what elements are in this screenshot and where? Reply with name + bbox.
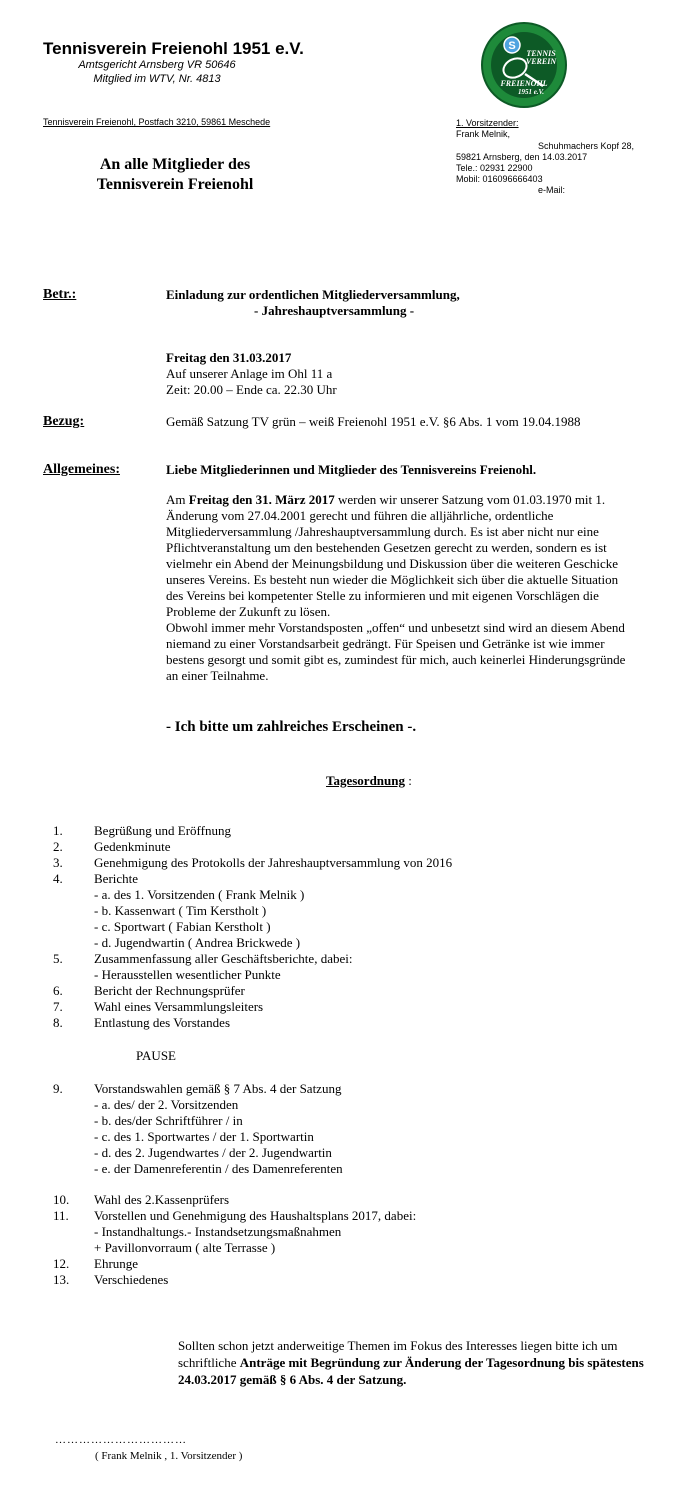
agenda-item-text: - b. des/der Schriftführer / in — [94, 1113, 243, 1128]
agenda-item-text: Bericht der Rechnungsprüfer — [94, 983, 245, 998]
agenda-item-number: 11. — [53, 1208, 69, 1223]
agenda-item-text: Begrüßung und Eröffnung — [94, 823, 231, 838]
agenda-item-text: - d. des 2. Jugendwartes / der 2. Jugendwartin — [94, 1145, 332, 1160]
sender-street: Schuhmachers Kopf 28, — [538, 141, 635, 151]
agenda-item-number: 6. — [53, 983, 63, 998]
sender-city-date: 59821 Arnsberg, den 14.03.2017 — [456, 152, 588, 162]
agenda-item-number: 4. — [53, 871, 63, 886]
agenda-item-text: - Instandhaltungs.- Instandsetzungsmaßnahmen — [94, 1224, 342, 1239]
agenda-item-text: Ehrunge — [94, 1256, 139, 1271]
agenda-item-text: - a. des/ der 2. Vorsitzenden — [94, 1097, 239, 1112]
subject-line1: Einladung zur ordentlichen Mitgliederversammlung, — [166, 287, 460, 302]
sender-email: e-Mail: — [538, 185, 566, 195]
p1-pre: Am — [166, 492, 189, 507]
agenda-item-number: 9. — [53, 1081, 63, 1096]
agenda-item-text: Vorstandswahlen gemäß § 7 Abs. 4 der Satzung — [94, 1081, 342, 1096]
agenda-item-text: Genehmigung des Protokolls der Jahreshauptversammlung von 2016 — [94, 855, 453, 870]
agenda-item-text: - a. des 1. Vorsitzenden ( Frank Melnik ) — [94, 887, 305, 902]
club-name: Tennisverein Freienohl 1951 e.V. — [43, 39, 304, 58]
agenda-title-suffix: : — [405, 773, 412, 788]
agenda-item-number: 13. — [53, 1272, 70, 1287]
agenda-item-text: - c. Sportwart ( Fabian Kerstholt ) — [94, 919, 271, 934]
agenda-item-number: 7. — [53, 999, 63, 1014]
greeting: Liebe Mitgliederinnen und Mitglieder des Tennisvereins Freienohl. — [166, 462, 537, 477]
addressee-line1: An alle Mitglieder des — [99, 156, 251, 173]
federation-membership: Mitglied im WTV, Nr. 4813 — [93, 73, 221, 85]
agenda-item-text: Verschiedenes — [94, 1272, 169, 1287]
closing-note — [178, 1337, 648, 1388]
court-register: Amtsgericht Arnsberg VR 50646 — [78, 59, 236, 71]
return-address: Tennisverein Freienohl, Postfach 3210, 59861 Meschede — [43, 117, 271, 127]
sender-role: 1. Vorsitzender: — [456, 118, 519, 128]
agenda-item-text: Wahl eines Versammlungsleiters — [94, 999, 264, 1014]
sender-phone: Tele.: 02931 22900 — [456, 163, 533, 173]
reference-text: Gemäß Satzung TV grün – weiß Freienohl 1951 e.V. §6 Abs. 1 vom 19.04.1988 — [166, 414, 581, 429]
agenda-item-text: - c. des 1. Sportwartes / der 1. Sportwartin — [94, 1129, 314, 1144]
agenda-item-text: - d. Jugendwartin ( Andrea Brickwede ) — [94, 935, 301, 950]
agenda-item-text: Vorstellen und Genehmigung des Haushaltsplans 2017, dabei: — [94, 1208, 417, 1223]
agenda-item-text: Zusammenfassung aller Geschäftsberichte, dabei: — [94, 951, 353, 966]
signature-line: …………………………… — [55, 1434, 187, 1446]
closing-bold: Anträge mit Begründung zur Änderung der Tagesordnung bis spätestens 24.03.2017 gemäß § 6 Abs. 4 der Satzung. — [178, 1355, 644, 1387]
p1-bold-date: Freitag den 31. März 2017 — [188, 492, 335, 507]
agenda-item-text: - Herausstellen wesentlicher Punkte — [94, 967, 281, 982]
addressee — [60, 155, 290, 195]
logo-text-bottom1: FREIENOHL — [500, 79, 548, 88]
sender-name: Frank Melnik, — [456, 129, 511, 139]
paragraph-1 — [166, 492, 626, 620]
agenda-item-text: + Pavillonvorraum ( alte Terrasse ) — [94, 1240, 276, 1255]
p1-post: werden wir unserer Satzung vom 01.03.1970 mit 1. Änderung vom 27.04.2001 gerecht und führen die alljährliche, ordentliche Mitgliederversammlung /Jahreshauptversammlung durch. Es ist aber nicht nur eine Pflichtveranstaltung um den bestehenden Gesetzen gerecht zu werden, sondern es ist vielmehr ein Abend der Meinungsbildung und Diskussion über die weiteren Geschicke unseres Vereins. Es besteht nun wieder die Möglichkeit sich über die aktuelle Situation des Vereins bei kompetenter Stelle zu informieren und mit eigenen Vorschlägen die Probleme der Zukunft zu lösen. — [166, 492, 619, 619]
agenda-item-number: 2. — [53, 839, 63, 854]
agenda-item-text: - e. der Damenreferentin / des Damenreferenten — [94, 1161, 343, 1176]
agenda-item-number: 12. — [53, 1256, 70, 1271]
closing-pre: Sollten schon jetzt anderweitige Themen im Fokus des Interesses liegen bitte ich um schriftliche — [178, 1338, 618, 1370]
signature-name: ( Frank Melnik , 1. Vorsitzender ) — [95, 1450, 243, 1462]
agenda-item-text: Gedenkminute — [94, 839, 171, 854]
logo-text-top2: VEREIN — [525, 57, 557, 66]
agenda-item-number: 10. — [53, 1192, 70, 1207]
sender-mobile: Mobil: 016096666403 — [456, 174, 543, 184]
agenda-item-text: Wahl des 2.Kassenprüfers — [94, 1192, 230, 1207]
agenda-title-text: Tagesordnung — [326, 773, 405, 788]
agenda-item-number: 1. — [53, 823, 63, 838]
agenda-item-number: 5. — [53, 951, 63, 966]
addressee-line2: Tennisverein Freienohl — [96, 176, 254, 193]
agenda-pause: PAUSE — [136, 1048, 176, 1063]
agenda-item-text: Entlastung des Vorstandes — [94, 1015, 231, 1030]
agenda-title — [326, 773, 412, 789]
subject-line2: - Jahreshauptversammlung - — [254, 303, 415, 318]
agenda-item-number: 3. — [53, 855, 63, 870]
club-logo — [481, 22, 567, 108]
agenda-item-text: - b. Kassenwart ( Tim Kerstholt ) — [94, 903, 267, 918]
reference-label: Bezug: — [43, 414, 85, 429]
appeal: - Ich bitte um zahlreiches Erscheinen -. — [166, 719, 417, 735]
logo-s-letter: S — [508, 40, 516, 52]
meeting-time: Zeit: 20.00 – Ende ca. 22.30 Uhr — [166, 382, 337, 397]
general-body — [166, 492, 626, 684]
subject-label: Betr.: — [43, 287, 77, 302]
logo-text-top1: TENNIS — [526, 49, 556, 58]
agenda-item-text: Berichte — [94, 871, 139, 886]
meeting-date: Freitag den 31.03.2017 — [166, 350, 292, 365]
agenda-item-number: 8. — [53, 1015, 63, 1030]
paragraph-2: Obwohl immer mehr Vorstandsposten „offen“ und unbesetzt sind wird an diesem Abend niemand zu einer Vorstandsarbeit gedrängt. Für Speisen und Getränke ist wie immer bestens gesorgt und somit gibt es, zumindest für mich, auch keinerlei Hinderungsgründe an einer Teilnahme. — [166, 620, 626, 683]
general-label: Allgemeines: — [43, 462, 120, 477]
logo-text-bottom2: 1951 e.V. — [517, 88, 545, 96]
meeting-location: Auf unserer Anlage im Ohl 11 a — [166, 366, 333, 381]
